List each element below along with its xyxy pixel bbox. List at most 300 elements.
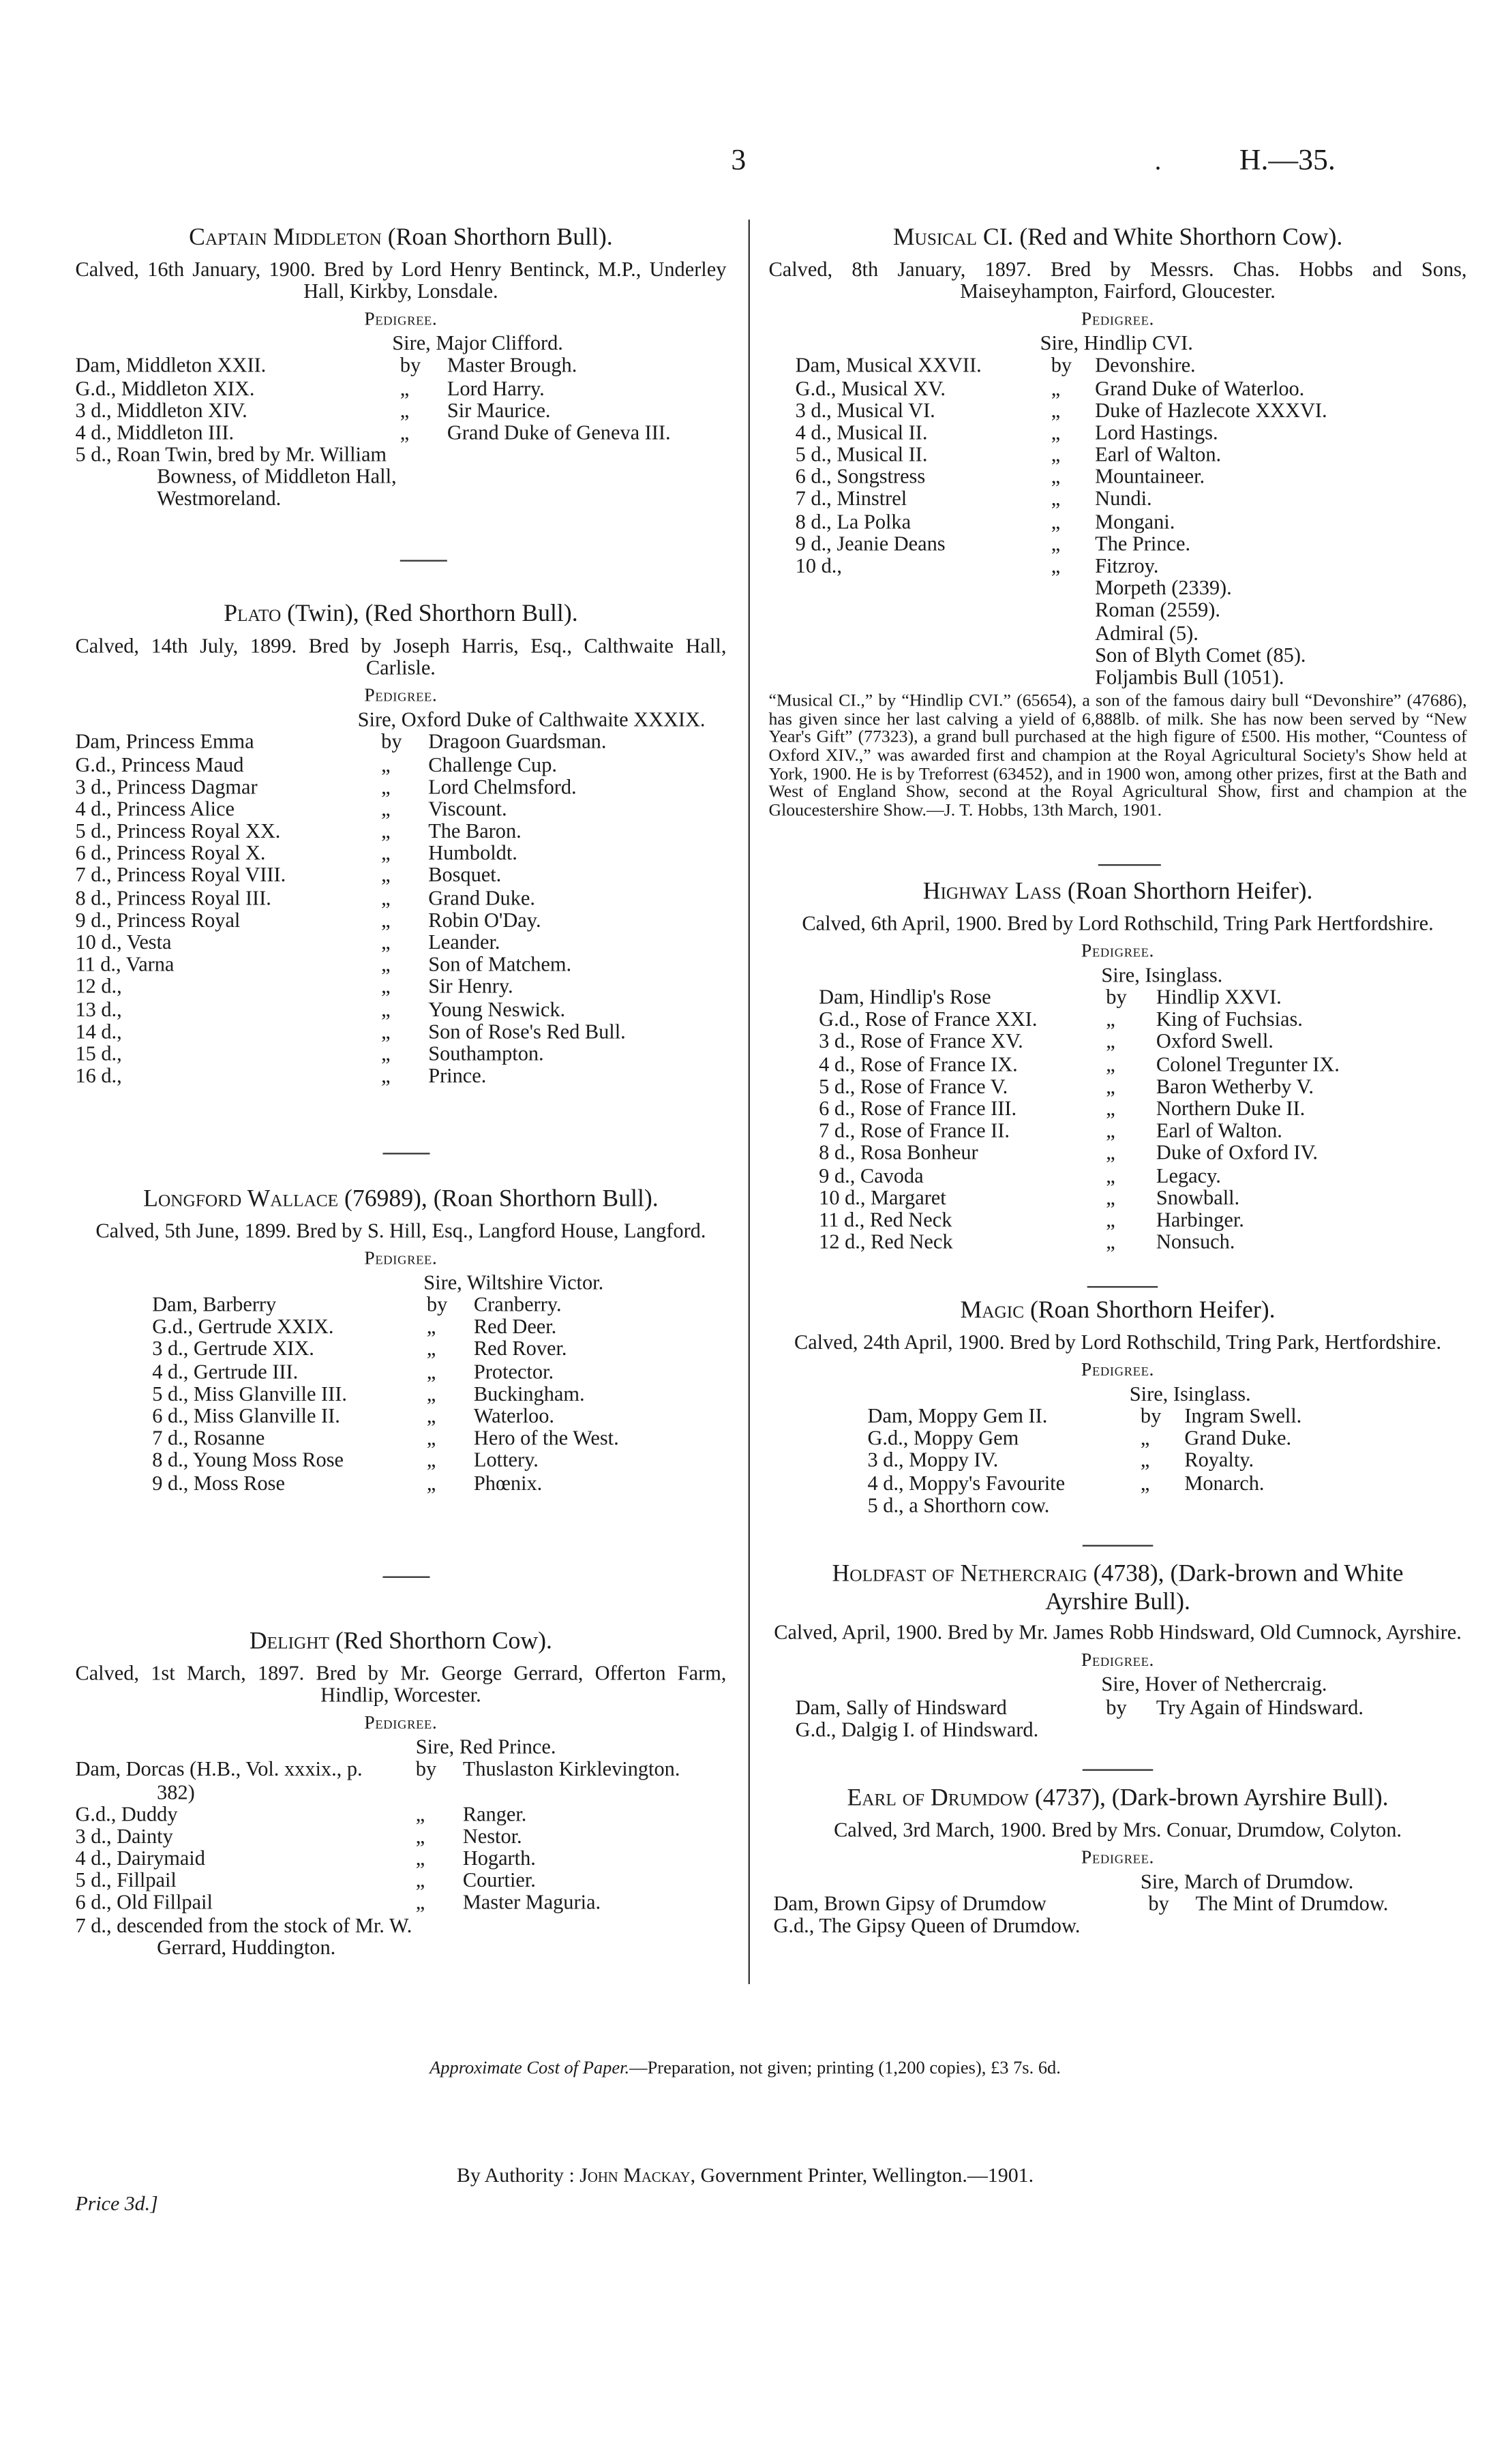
sire-marker: „: [381, 997, 391, 1021]
sire-marker: by: [426, 1292, 448, 1316]
dam-line: 5 d., a Shorthorn cow.: [867, 1493, 1050, 1517]
sire-line: Sire, Isinglass.: [1101, 962, 1223, 987]
sire-name: Red Deer.: [473, 1315, 557, 1339]
pedigree-row: [75, 776, 726, 798]
sire-line: Sire, March of Drumdow.: [1140, 1869, 1354, 1893]
sire-name: Red Rover.: [473, 1337, 567, 1361]
pedigree-row: [769, 1405, 1467, 1428]
sire-line: Sire, Major Clifford.: [392, 331, 563, 355]
authority-rest: , Government Printer, Wellington.—1901.: [690, 2163, 1034, 2187]
sire-name: Nonsuch.: [1156, 1230, 1235, 1253]
pedigree-row: [75, 1870, 726, 1893]
dam-line: 3 d., Dainty: [75, 1823, 173, 1848]
sire-marker: „: [381, 952, 391, 976]
cost-details: —Preparation, not given; printing (1,200 copies), £3 7s. 6d.: [629, 2059, 1061, 2078]
dam-line: 8 d., Young Moss Rose: [152, 1448, 344, 1472]
sire-marker: „: [1051, 508, 1061, 533]
dam-line: 5 d., Roan Twin, bred by Mr. William Bowness, of Middleton Hall, Westmoreland.: [75, 442, 397, 511]
pedigree-row: [769, 1054, 1467, 1076]
sire-marker: „: [1140, 1426, 1150, 1450]
pedigree-heading: Pedigree.: [1081, 1358, 1155, 1380]
sire-marker: „: [400, 376, 410, 399]
sire-name: Nundi.: [1095, 487, 1152, 511]
sire-marker: „: [415, 1890, 425, 1915]
pedigree-entry: [75, 1628, 726, 1960]
section-divider: [1083, 1769, 1154, 1771]
page-number: 3: [731, 144, 747, 178]
pedigree-row: [769, 422, 1467, 444]
header-dot: .: [1154, 146, 1162, 176]
dam-line: 6 d., Miss Glanville II.: [152, 1403, 340, 1428]
pedigree-heading: Pedigree.: [364, 307, 438, 330]
dam-line: Dam, Princess Emma: [75, 729, 254, 754]
pedigree-row: [769, 355, 1467, 378]
breeder-note: “Musical CI.,” by “Hindlip CVI.” (65654), a son of the famous dairy bull “Devonshire” (47686), has given since her last calving a yield of 6,888lb. of milk. She has now been served by “New Year's Gift” (77323), a grand bull purchased at the high figure of £500. His mother, “Countess of Oxford XIV.,” was awarded first and champion at the Royal Agricultural Society's Show held at York, 1900. He is by Treforrest (63452), and in 1900 won, among other prizes, first at the Bath and West of England Show, second at the Royal Agricultural Show, first and champion at the Gloucestershire Show.—J. T. Hobbs, 13th March, 1901.: [768, 692, 1467, 820]
sire-name: Grand Duke of Geneva III.: [447, 420, 671, 444]
sire-name: Son of Rose's Red Bull.: [428, 1019, 626, 1043]
section-divider: [1087, 1286, 1158, 1288]
pedigree-row: [75, 422, 726, 444]
dam-line: G.d., Musical XV.: [795, 376, 946, 399]
sire-name: Phœnix.: [473, 1470, 543, 1495]
sire-name: Nestor.: [462, 1823, 522, 1848]
dam-line: 4 d., Musical II.: [795, 420, 928, 444]
sire-marker: „: [381, 819, 391, 842]
pedigree-row: [769, 1428, 1467, 1450]
pedigree-row: [75, 1825, 726, 1848]
sire-name: Hindlip XXVI.: [1156, 985, 1282, 1009]
dam-line: 10 d., Vesta: [75, 930, 172, 954]
sire-marker: „: [381, 1041, 391, 1065]
sire-name: Monarch.: [1184, 1470, 1265, 1495]
sire-marker: „: [1051, 376, 1061, 399]
sire-name: King of Fuchsias.: [1156, 1007, 1303, 1031]
section-divider: [1098, 864, 1161, 866]
sire-name: The Baron.: [428, 819, 522, 842]
entry-title: [119, 1186, 683, 1213]
pedigree-row: [75, 1020, 726, 1043]
entry-title: [769, 1297, 1467, 1324]
pedigree-row: [75, 1892, 726, 1915]
sire-name: Cranberry.: [473, 1292, 562, 1316]
calved-line: Calved, 16th January, 1900. Bred by Lord Henry Bentinck, M.P., Underley Hall, Kirkby, Lonsdale.: [75, 256, 727, 303]
pedigree-row: [75, 1450, 726, 1472]
pedigree-row: [769, 1076, 1467, 1098]
dam-line: 6 d., Songstress: [795, 464, 926, 489]
dam-line: Dam, Dorcas (H.B., Vol. xxxix., p. 382): [75, 1756, 363, 1804]
entry-title: [75, 224, 726, 252]
sire-line: Sire, Red Prince.: [415, 1735, 556, 1759]
entry-title: [75, 600, 726, 628]
pedigree-entry: [769, 1561, 1467, 1741]
animal-name: Earl of Drumdow: [847, 1784, 1029, 1812]
sire-marker: by: [400, 353, 421, 377]
document-reference: H.—35.: [1239, 144, 1336, 178]
sire-marker: „: [426, 1403, 436, 1428]
sire-name: Ranger.: [462, 1801, 527, 1825]
sire-name: Master Brough.: [447, 353, 577, 377]
entry-title: [75, 1628, 726, 1656]
sire-name: Lord Hastings.: [1095, 420, 1218, 444]
pedigree-row: [769, 508, 1467, 533]
sire-marker: „: [415, 1846, 425, 1870]
pedigree-row: [75, 932, 726, 954]
sire-marker: „: [400, 420, 410, 444]
sire-name: Grand Duke of Waterloo.: [1095, 376, 1305, 399]
sire-name: Courtier.: [462, 1868, 536, 1892]
pedigree-row: [75, 1316, 726, 1339]
sire-marker: „: [426, 1470, 436, 1495]
pedigree-row: [75, 976, 726, 999]
sire-name: Viscount.: [428, 796, 507, 821]
dam-line: 4 d., Gertrude III.: [152, 1359, 299, 1383]
dam-line: 7 d., Rose of France II.: [819, 1119, 1010, 1142]
dam-line: 9 d., Jeanie Deans: [795, 531, 946, 556]
pedigree-row: [769, 444, 1467, 466]
sire-marker: „: [426, 1359, 436, 1383]
pedigree-row: [75, 954, 726, 977]
calved-line: Calved, 14th July, 1899. Bred by Joseph Harris, Esq., Calthwaite Hall, Carlisle.: [75, 633, 727, 679]
sire-name: Waterloo.: [473, 1403, 555, 1428]
dam-line: G.d., Dalgig I. of Hindsward.: [795, 1717, 1039, 1741]
pedigree-entry: [75, 600, 726, 1087]
dam-line: Dam, Brown Gipsy of Drumdow: [773, 1891, 1046, 1915]
sire-name: Harbinger.: [1156, 1207, 1244, 1232]
dam-line: 12 d.,: [75, 974, 122, 999]
sire-line: Sire, Hover of Nethercraig.: [1101, 1672, 1327, 1697]
animal-description: (4737), (Dark-brown Ayrshire Bull).: [1028, 1784, 1389, 1812]
pedigree-row: [769, 1232, 1467, 1254]
sire-line: Sire, Hindlip CVI.: [1040, 331, 1193, 355]
sire-marker: „: [381, 907, 391, 932]
cost-of-paper: [0, 2058, 1490, 2080]
sire-marker: by: [1148, 1891, 1169, 1915]
cost-label: Approximate Cost of Paper.: [430, 2059, 630, 2078]
animal-description: (4738), (Dark-brown and White Ayrshire Bull).: [1045, 1560, 1404, 1615]
pedigree-row: [769, 600, 1467, 622]
sire-marker: by: [1106, 985, 1127, 1009]
dam-line: 4 d., Rose of France IX.: [819, 1052, 1018, 1076]
sire-marker: „: [381, 774, 391, 798]
sire-marker: „: [381, 974, 391, 999]
sire-marker: „: [1106, 1185, 1115, 1209]
pedigree-entry: [769, 224, 1467, 821]
pedigree-row: [769, 1472, 1467, 1495]
pedigree-row: [769, 489, 1467, 511]
calved-line: Calved, 5th June, 1899. Bred by S. Hill, Esq., Langford House, Langford.: [95, 1217, 706, 1242]
calved-line: Calved, April, 1900. Bred by Mr. James Robb Hindsward, Old Cumnock, Ayrshire.: [774, 1620, 1462, 1644]
sire-line: Sire, Wiltshire Victor.: [423, 1270, 604, 1294]
pedigree-row: [75, 1405, 726, 1428]
sire-name: Legacy.: [1156, 1163, 1221, 1187]
animal-name: Magic: [960, 1297, 1025, 1324]
animal-name: Delight: [249, 1628, 330, 1655]
sire-marker: „: [426, 1337, 436, 1361]
pedigree-row: [75, 887, 726, 910]
pedigree-heading: Pedigree.: [1081, 1648, 1155, 1671]
pedigree-heading: Pedigree.: [364, 1711, 438, 1733]
sire-marker: „: [381, 796, 391, 821]
sire-name: Grand Duke.: [428, 885, 535, 909]
dam-line: 3 d., Musical VI.: [795, 397, 935, 422]
pedigree-row: [769, 1694, 1467, 1719]
sire-name: Hogarth.: [462, 1846, 536, 1870]
sire-name: Royalty.: [1184, 1448, 1254, 1472]
sire-marker: „: [1140, 1448, 1150, 1472]
dam-line: 6 d., Princess Royal X.: [75, 840, 266, 865]
sire-marker: „: [1106, 1029, 1115, 1054]
dam-line: 7 d., Rosanne: [152, 1426, 265, 1450]
sire-name: Earl of Walton.: [1156, 1119, 1282, 1142]
dam-line: Dam, Hindlip's Rose: [819, 985, 991, 1009]
sire-marker: „: [1051, 553, 1061, 577]
sire-marker: „: [426, 1448, 436, 1472]
dam-line: Dam, Barberry: [152, 1292, 277, 1316]
sire-name: Grand Duke.: [1184, 1426, 1292, 1450]
printer-imprint: [0, 2165, 1490, 2187]
dam-line: 4 d., Princess Alice: [75, 796, 235, 821]
animal-description: (Roan Shorthorn Heifer).: [1061, 878, 1313, 905]
pedigree-row: [75, 1294, 726, 1317]
sire-marker: by: [1106, 1694, 1127, 1719]
sire-name: Oxford Swell.: [1156, 1029, 1274, 1054]
pedigree-row: [769, 987, 1467, 1009]
sire-marker: „: [381, 930, 391, 954]
pedigree-row: [75, 1848, 726, 1870]
sire-name: Admiral (5).: [1095, 620, 1199, 644]
animal-name: Captain Middleton: [189, 224, 382, 252]
dam-line: 8 d., La Polka: [795, 508, 912, 533]
pedigree-row: [769, 1893, 1467, 1916]
pedigree-row: [75, 377, 726, 399]
sire-marker: „: [381, 1063, 391, 1087]
sire-name: Southampton.: [428, 1041, 544, 1065]
sire-marker: „: [1051, 420, 1061, 444]
pedigree-row: [769, 644, 1467, 667]
sire-marker: „: [1106, 1096, 1115, 1121]
pedigree-row: [769, 1719, 1467, 1741]
pedigree-row: [75, 1383, 726, 1405]
sire-name: Lottery.: [473, 1448, 539, 1472]
dam-line: G.d., Rose of France XXI.: [819, 1007, 1038, 1031]
sire-marker: „: [1051, 397, 1061, 422]
sire-name: Colonel Tregunter IX.: [1156, 1052, 1340, 1076]
pedigree-heading: Pedigree.: [1081, 939, 1155, 961]
pedigree-row: [75, 1361, 726, 1384]
sire-marker: „: [426, 1426, 436, 1450]
dam-line: 4 d., Middleton III.: [75, 420, 235, 444]
dam-line: 7 d., descended from the stock of Mr. W. Gerrard, Huddington.: [75, 1913, 412, 1959]
pedigree-entry: [769, 1297, 1467, 1517]
pedigree-entry: [769, 1785, 1467, 1938]
animal-name: Holdfast of Nethercraig: [832, 1560, 1087, 1587]
pedigree-row: [769, 1495, 1467, 1517]
dam-line: 7 d., Minstrel: [795, 487, 907, 511]
pedigree-heading: Pedigree.: [364, 1246, 438, 1268]
animal-name: Plato: [224, 600, 282, 628]
pedigree-row: [75, 1472, 726, 1495]
dam-line: G.d., Princess Maud: [75, 752, 244, 776]
pedigree-row: [75, 444, 726, 511]
pedigree-row: [769, 1187, 1467, 1209]
sire-name: The Prince.: [1095, 531, 1191, 556]
pedigree-row: [75, 1043, 726, 1065]
dam-line: 3 d., Middleton XIV.: [75, 397, 247, 422]
pedigree-heading: Pedigree.: [364, 684, 438, 706]
sire-marker: „: [381, 840, 391, 865]
sire-marker: „: [381, 863, 391, 887]
sire-marker: „: [1106, 1163, 1115, 1187]
dam-line: Dam, Musical XXVII.: [795, 353, 982, 377]
calved-line: Calved, 6th April, 1900. Bred by Lord Rothschild, Tring Park Hertfordshire.: [802, 910, 1434, 934]
pedigree-row: [769, 399, 1467, 422]
pedigree-row: [769, 1098, 1467, 1121]
animal-description: (Red Shorthorn Cow).: [329, 1628, 552, 1655]
animal-name: Longford Wallace: [143, 1185, 339, 1213]
sire-name: Snowball.: [1156, 1185, 1240, 1209]
pedigree-row: [75, 999, 726, 1021]
sire-marker: „: [400, 397, 410, 422]
sire-name: Fitzroy.: [1095, 553, 1159, 577]
dam-line: 8 d., Rosa Bonheur: [819, 1140, 978, 1165]
dam-line: 4 d., Moppy's Favourite: [867, 1470, 1066, 1495]
section-divider: [382, 1153, 430, 1154]
sire-name: Mongani.: [1095, 508, 1175, 533]
pedigree-row: [769, 1209, 1467, 1232]
printer-name: John Mackay: [579, 2163, 691, 2187]
pedigree-row: [769, 1142, 1467, 1165]
pedigree-row: [75, 798, 726, 821]
sire-line: Sire, Isinglass.: [1129, 1382, 1251, 1405]
sire-name: Devonshire.: [1095, 353, 1196, 377]
sire-marker: by: [1140, 1403, 1162, 1428]
dam-line: 13 d.,: [75, 997, 122, 1021]
dam-line: G.d., Gertrude XXIX.: [152, 1315, 334, 1339]
sire-name: Robin O'Day.: [428, 907, 541, 932]
sire-name: Buckingham.: [473, 1381, 585, 1405]
animal-description: (Twin), (Red Shorthorn Bull).: [281, 600, 578, 628]
pedigree-entry: [769, 879, 1467, 1254]
pedigree-row: [75, 754, 726, 776]
sire-name: Mountaineer.: [1095, 464, 1205, 489]
sire-name: Sir Maurice.: [447, 397, 551, 422]
dam-line: 5 d., Musical II.: [795, 442, 928, 466]
sire-name: Lord Harry.: [447, 376, 545, 399]
pedigree-row: [75, 731, 726, 754]
dam-line: 5 d., Princess Royal XX.: [75, 819, 281, 842]
sire-name: Sir Henry.: [428, 974, 513, 999]
pedigree-row: [75, 1065, 726, 1088]
dam-line: 16 d.,: [75, 1063, 122, 1087]
pedigree-row: [769, 667, 1467, 689]
sire-marker: „: [1106, 1140, 1115, 1165]
sire-name: Foljambis Bull (1051).: [1095, 665, 1284, 689]
dam-line: 3 d., Rose of France XV.: [819, 1029, 1023, 1054]
entry-title: [769, 879, 1467, 906]
pedigree-row: [769, 622, 1467, 645]
sire-marker: „: [1106, 1230, 1115, 1253]
sire-name: Lord Chelmsford.: [428, 774, 577, 798]
dam-line: 5 d., Fillpail: [75, 1868, 177, 1892]
animal-description: (Roan Shorthorn Bull).: [381, 224, 613, 252]
pedigree-row: [75, 909, 726, 932]
price: Price 3d.]: [75, 2191, 158, 2215]
sire-name: The Mint of Drumdow.: [1195, 1891, 1389, 1915]
sire-marker: „: [1106, 1052, 1115, 1076]
dam-line: G.d., The Gipsy Queen of Drumdow.: [773, 1914, 1081, 1938]
sire-marker: „: [1051, 531, 1061, 556]
pedigree-row: [769, 577, 1467, 600]
pedigree-entry: [75, 224, 726, 511]
sire-marker: „: [1106, 1074, 1115, 1098]
dam-line: 9 d., Princess Royal: [75, 907, 241, 932]
dam-line: 3 d., Princess Dagmar: [75, 774, 258, 798]
pedigree-row: [769, 1009, 1467, 1031]
dam-line: 3 d., Gertrude XIX.: [152, 1337, 314, 1361]
sire-name: Son of Matchem.: [428, 952, 572, 976]
dam-line: 4 d., Dairymaid: [75, 1846, 205, 1870]
animal-description: CI. (Red and White Shorthorn Cow).: [976, 224, 1343, 252]
authority-prefix: By Authority :: [456, 2163, 580, 2187]
sire-name: Leander.: [428, 930, 500, 954]
pedigree-entry: [75, 1186, 726, 1495]
pedigree-row: [769, 1121, 1467, 1143]
sire-name: Try Again of Hindsward.: [1156, 1694, 1364, 1719]
dam-line: 6 d., Old Fillpail: [75, 1890, 213, 1915]
pedigree-row: [769, 553, 1467, 578]
dam-line: 3 d., Moppy IV.: [867, 1448, 999, 1472]
entry-title: [769, 224, 1467, 252]
dam-line: 10 d., Margaret: [819, 1185, 946, 1209]
column-divider: [749, 219, 750, 1984]
pedigree-row: [75, 1915, 726, 1959]
sire-name: Northern Duke II.: [1156, 1096, 1306, 1121]
dam-line: 5 d., Rose of France V.: [819, 1074, 1008, 1098]
sire-name: Morpeth (2339).: [1095, 575, 1232, 600]
sire-marker: „: [381, 1019, 391, 1043]
sire-marker: „: [1140, 1470, 1150, 1495]
animal-name: Highway Lass: [922, 878, 1061, 905]
sire-marker: by: [1051, 353, 1072, 377]
entry-title: [804, 1785, 1431, 1812]
sire-marker: by: [415, 1756, 437, 1781]
sire-name: Bosquet.: [428, 863, 502, 887]
sire-marker: „: [415, 1823, 425, 1848]
pedigree-row: [75, 865, 726, 887]
dam-line: Dam, Middleton XXII.: [75, 353, 267, 377]
sire-marker: „: [381, 885, 391, 909]
dam-line: 11 d., Varna: [75, 952, 175, 976]
sire-marker: „: [426, 1381, 436, 1405]
sire-name: Master Maguria.: [462, 1890, 601, 1915]
dam-line: 7 d., Princess Royal VIII.: [75, 863, 286, 887]
sire-name: Dragoon Guardsman.: [428, 729, 607, 754]
dam-line: 11 d., Red Neck: [819, 1207, 952, 1232]
dam-line: 10 d.,: [795, 553, 842, 577]
sire-line: Sire, Oxford Duke of Calthwaite XXXIX.: [357, 708, 706, 731]
sire-marker: „: [426, 1315, 436, 1339]
pedigree-heading: Pedigree.: [1081, 307, 1155, 330]
sire-name: Roman (2559).: [1095, 598, 1220, 622]
pedigree-row: [75, 821, 726, 843]
dam-line: 5 d., Miss Glanville III.: [152, 1381, 347, 1405]
section-divider: [400, 560, 447, 561]
animal-name: Musical: [892, 224, 977, 252]
sire-name: Humboldt.: [428, 840, 517, 865]
entry-title: [804, 1561, 1431, 1616]
dam-line: 14 d.,: [75, 1019, 122, 1043]
dam-line: 8 d., Princess Royal III.: [75, 885, 271, 909]
